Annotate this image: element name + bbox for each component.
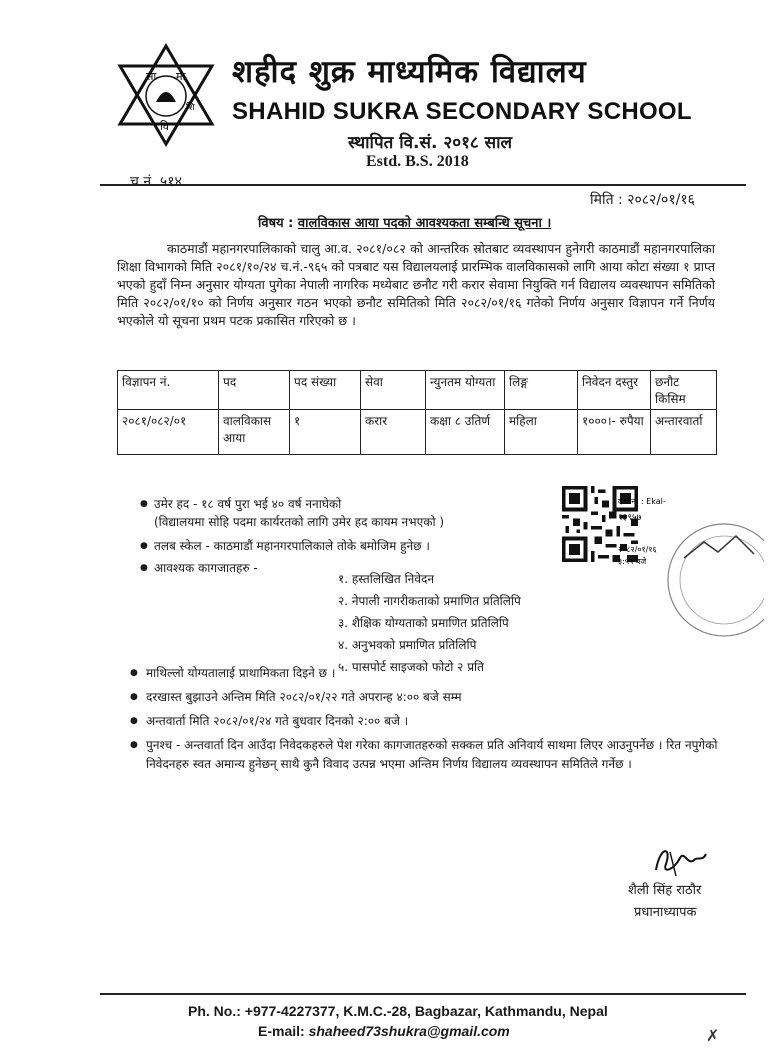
school-name-english: SHAHID SUKRA SECONDARY SCHOOL: [232, 98, 692, 125]
email-address: shaheed73shukra@gmail.com: [308, 1023, 510, 1039]
logo-letter-3: वि: [160, 120, 169, 133]
col-adv-no: विज्ञापन नं.: [118, 371, 219, 410]
vacancy-table: [117, 370, 717, 455]
salary-scale: ● तलब स्केल - काठमाडौं महानगरपालिकाले तोके बमोजिम हुनेछ ।: [140, 537, 570, 555]
registration-stamp: [614, 490, 764, 650]
age-limit-note: (विद्यालयमा सोहि पदमा कार्यरतको लागि उमेर हद कायम नभएको ): [154, 515, 445, 529]
pen-mark-icon: ✗: [706, 1026, 720, 1045]
reference-number: च.नं. ५१४: [130, 174, 182, 190]
requirements-list: [140, 495, 570, 577]
footer-divider: [100, 993, 746, 995]
document-item: ३. शैक्षिक योग्यताको प्रमाणित प्रतिलिपि: [338, 616, 509, 630]
signer-title: प्रधानाध्यापक: [634, 905, 697, 920]
table-row: [118, 410, 717, 455]
cell-gender: महिला: [505, 410, 578, 455]
stamp-time: ३:५५ बजे: [618, 557, 647, 566]
subject-text: वालविकास आया पदको आवश्यकता सम्बन्धि सूचना ।: [297, 216, 552, 231]
note-item: ● माथिल्लो योग्यतालाई प्राथामिकता दिइने छ ।: [130, 664, 720, 683]
principal-signature: [650, 840, 708, 880]
cell-selection: अन्तारवार्ता: [651, 410, 717, 455]
cell-fee: १०००।- रुपैया: [578, 410, 651, 455]
logo-letter-2: मा: [176, 70, 186, 83]
subject-label: विषय :: [258, 216, 294, 231]
email-label: E-mail:: [258, 1023, 305, 1039]
cell-adv-no: २०८१/०८२/०१: [118, 410, 219, 455]
signer-name: शैली सिंह राठौर: [628, 883, 702, 898]
header-divider: [100, 184, 746, 186]
col-gender: लिङ्ग: [505, 371, 578, 410]
stamp-date: २०८२/०१/१६: [618, 545, 657, 554]
document-item: १. हस्तलिखित निवेदन: [338, 572, 435, 586]
logo-letter-4: शि: [186, 103, 195, 113]
footer-contact: Ph. No.: +977-4227377, K.M.C.-28, Bagbazar, Kathmandu, Nepal: [188, 1003, 608, 1019]
document-item: ४. अनुभवको प्रमाणित प्रतिलिपि: [338, 638, 477, 652]
table-header-row: [118, 371, 717, 410]
document-item: २. नेपाली नागरीकताको प्रमाणित प्रतिलिपि: [338, 594, 521, 608]
stamp-reg-label: दर्ता नं. : Ekal-: [618, 497, 666, 506]
notice-subject: [258, 213, 551, 231]
col-service: सेवा: [361, 371, 426, 410]
document-item: ५. पासपोर्ट साइजको फोटो २ प्रति: [338, 660, 485, 674]
cell-service: करार: [361, 410, 426, 455]
col-fee: निवेदन दस्तुर: [578, 371, 651, 410]
cell-qualification: कक्षा ८ उतिर्ण: [426, 410, 505, 455]
note-item: ● दरखास्त बुझाउने अन्तिम मिति २०८२/०१/२२ गते अपरान्ह ४:०० बजे सम्म: [130, 688, 720, 707]
col-qualification: न्युनतम योग्यता: [426, 371, 505, 410]
school-logo: [112, 42, 220, 148]
notice-paragraph: काठमाडौं महानगरपालिकाको चालु आ.व. २०८१/०८२ को आन्तरिक स्रोतबाट व्यवस्थापन हुनेगरी काठमाडौं महानगरपालिका शिक्षा विभागको मिति २०८१/१०/२४ च.नं.-९६५ को पत्रबाट यस विद्यालयलाई प्रारम्भिक वालविकासको लागि आया कोटा संख्या १ प्राप्त भएको हुदाँ निम्न अनुसार योग्यता पुगेका नेपाली नागरिक मध्येबाट छनौट गरी करार सेवामा नियुक्ति गर्न विद्यालय व्यवस्थापन समितिको मिति २०८२/०१/१० को निर्णय अनुसार गठन भएको छनौट समितिको मिति २०८२/०१/१६ गतेको निर्णय अनुसार विज्ञापन गर्ने निर्णय भएकोले यो सूचना प्रथम पटक प्रकासित गरिएको छ ।: [117, 241, 715, 328]
stamp-reg-number: १३९५७: [618, 513, 642, 523]
school-name-nepali: शहीद शुक्र माध्यमिक विद्यालय: [232, 54, 587, 90]
established-english: Estd. B.S. 2018: [366, 153, 469, 170]
logo-letter-1: सा: [146, 70, 157, 83]
footer-email: [258, 1023, 510, 1039]
col-selection: छनौट किसिम: [651, 371, 717, 410]
notice-date: मिति : २०८२/०१/१६: [590, 192, 695, 208]
note-item: ● अन्तवार्ता मिति २०८२/०१/२४ गते बुधवार दिनको २:०० बजे ।: [130, 712, 720, 731]
col-post-count: पद संख्या: [290, 371, 361, 410]
documents-list: [338, 568, 521, 678]
cell-post-count: १: [290, 410, 361, 455]
established-nepali: स्थापित वि.सं. २०१८ साल: [348, 133, 513, 153]
documents-label: ● आवश्यक कागजातहरु -: [140, 559, 570, 577]
col-post: पद: [219, 371, 290, 410]
cell-post: वालविकास आया: [219, 410, 290, 455]
notes-list: [130, 664, 720, 779]
age-limit: ● उमेर हद - १८ वर्ष पुरा भई ४० वर्ष ननाघेको: [140, 495, 570, 513]
note-item: ● पुनश्च - अन्तवार्ता दिन आउँदा निवेदकहरुले पेश गरेका कागजातहरुको सक्कल प्रति अनिवार्य साथमा लिएर आउनुपर्नेछ । रित नपुगेको निवेदनहरु स्वत अमान्य हुनेछन् साथै कुनै विवाद उत्पन्न भएमा अन्तिम निर्णय विद्यालय व्यवस्थापन समितिले गर्नेछ ।: [130, 736, 720, 774]
